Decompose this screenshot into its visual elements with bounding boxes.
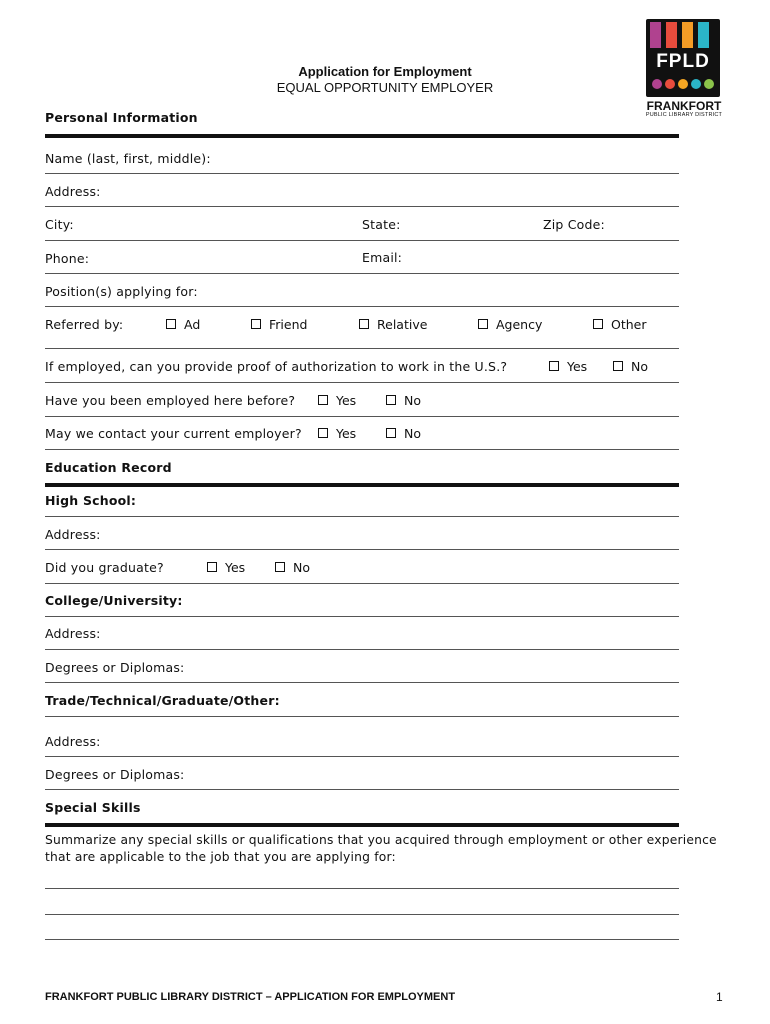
form-subtitle: EQUAL OPPORTUNITY EMPLOYER	[276, 80, 494, 95]
authorization-no[interactable]: No	[613, 359, 648, 374]
field-line[interactable]	[45, 682, 679, 683]
field-line[interactable]	[45, 549, 679, 550]
logo-abbr: FPLD	[656, 51, 710, 72]
field-line	[45, 382, 679, 383]
logo-bar	[698, 22, 709, 48]
field-line[interactable]	[45, 273, 679, 274]
employed-before-yes[interactable]: Yes	[318, 393, 356, 408]
checkbox-icon[interactable]	[207, 562, 217, 572]
skills-answer-line[interactable]	[45, 914, 679, 915]
address-label: Address:	[45, 184, 101, 199]
field-line	[45, 449, 679, 450]
section-divider	[45, 134, 679, 138]
state-label: State:	[362, 217, 401, 232]
logo-dot	[678, 79, 688, 89]
zip-label: Zip Code:	[543, 217, 605, 232]
fpld-logo	[641, 19, 727, 119]
graduate-no[interactable]: No	[275, 560, 310, 575]
checkbox-icon[interactable]	[275, 562, 285, 572]
field-line[interactable]	[45, 306, 679, 307]
checkbox-icon[interactable]	[318, 395, 328, 405]
checkbox-icon[interactable]	[166, 319, 176, 329]
skills-prompt-line2: that are applicable to the job that you are applying for:	[45, 850, 396, 864]
checkbox-icon[interactable]	[386, 428, 396, 438]
referred-option-ad[interactable]: Ad	[166, 317, 200, 332]
section-divider	[45, 823, 679, 827]
email-label: Email:	[362, 250, 403, 265]
college-label: College/University:	[45, 593, 183, 608]
field-line	[45, 348, 679, 349]
field-line[interactable]	[45, 206, 679, 207]
authorization-question: If employed, can you provide proof of authorization to work in the U.S.?	[45, 359, 508, 374]
field-line[interactable]	[45, 649, 679, 650]
logo-dot	[652, 79, 662, 89]
skills-prompt-line1: Summarize any special skills or qualifications that you acquired through employment or other experience	[45, 833, 717, 847]
field-line	[45, 416, 679, 417]
referred-option-relative[interactable]: Relative	[359, 317, 427, 332]
contact-no[interactable]: No	[386, 426, 421, 441]
trade-address-label: Address:	[45, 734, 101, 749]
section-heading-personal: Personal Information	[45, 110, 198, 125]
logo-dot	[704, 79, 714, 89]
checkbox-icon[interactable]	[359, 319, 369, 329]
field-line[interactable]	[45, 616, 679, 617]
logo-bar	[650, 22, 661, 48]
referred-option-other[interactable]: Other	[593, 317, 647, 332]
logo-dot	[691, 79, 701, 89]
college-address-label: Address:	[45, 626, 101, 641]
employed-before-no[interactable]: No	[386, 393, 421, 408]
graduate-question: Did you graduate?	[45, 560, 164, 575]
section-divider	[45, 483, 679, 487]
section-heading-skills: Special Skills	[45, 800, 141, 815]
field-line[interactable]	[45, 756, 679, 757]
city-label: City:	[45, 217, 74, 232]
high-school-label: High School:	[45, 493, 137, 508]
name-label: Name (last, first, middle):	[45, 151, 211, 166]
checkbox-icon[interactable]	[386, 395, 396, 405]
phone-label: Phone:	[45, 251, 90, 266]
employed-before-question: Have you been employed here before?	[45, 393, 296, 408]
referred-option-friend[interactable]: Friend	[251, 317, 307, 332]
field-line	[45, 583, 679, 584]
checkbox-icon[interactable]	[318, 428, 328, 438]
field-line[interactable]	[45, 173, 679, 174]
logo-tagline: PUBLIC LIBRARY DISTRICT	[645, 112, 723, 118]
checkbox-icon[interactable]	[251, 319, 261, 329]
graduate-yes[interactable]: Yes	[207, 560, 245, 575]
referred-option-agency[interactable]: Agency	[478, 317, 542, 332]
skills-answer-line[interactable]	[45, 939, 679, 940]
section-heading-education: Education Record	[45, 460, 172, 475]
referred-label: Referred by:	[45, 317, 124, 332]
college-degrees-label: Degrees or Diplomas:	[45, 660, 185, 675]
authorization-yes[interactable]: Yes	[549, 359, 587, 374]
trade-label: Trade/Technical/Graduate/Other:	[45, 693, 280, 708]
contact-question: May we contact your current employer?	[45, 426, 302, 441]
position-label: Position(s) applying for:	[45, 284, 198, 299]
high-school-address-label: Address:	[45, 527, 101, 542]
checkbox-icon[interactable]	[613, 361, 623, 371]
footer-text: FRANKFORT PUBLIC LIBRARY DISTRICT – APPLICATION FOR EMPLOYMENT	[45, 991, 456, 1003]
checkbox-icon[interactable]	[549, 361, 559, 371]
field-line[interactable]	[45, 716, 679, 717]
logo-dot	[665, 79, 675, 89]
field-line[interactable]	[45, 240, 679, 241]
trade-degrees-label: Degrees or Diplomas:	[45, 767, 185, 782]
skills-answer-line[interactable]	[45, 888, 679, 889]
form-title: Application for Employment	[298, 64, 472, 79]
checkbox-icon[interactable]	[478, 319, 488, 329]
logo-bar	[682, 22, 693, 48]
checkbox-icon[interactable]	[593, 319, 603, 329]
contact-yes[interactable]: Yes	[318, 426, 356, 441]
logo-name: FRANKFORT	[646, 99, 722, 113]
field-line[interactable]	[45, 789, 679, 790]
logo-bar	[666, 22, 677, 48]
field-line[interactable]	[45, 516, 679, 517]
page-number: 1	[716, 990, 723, 1004]
